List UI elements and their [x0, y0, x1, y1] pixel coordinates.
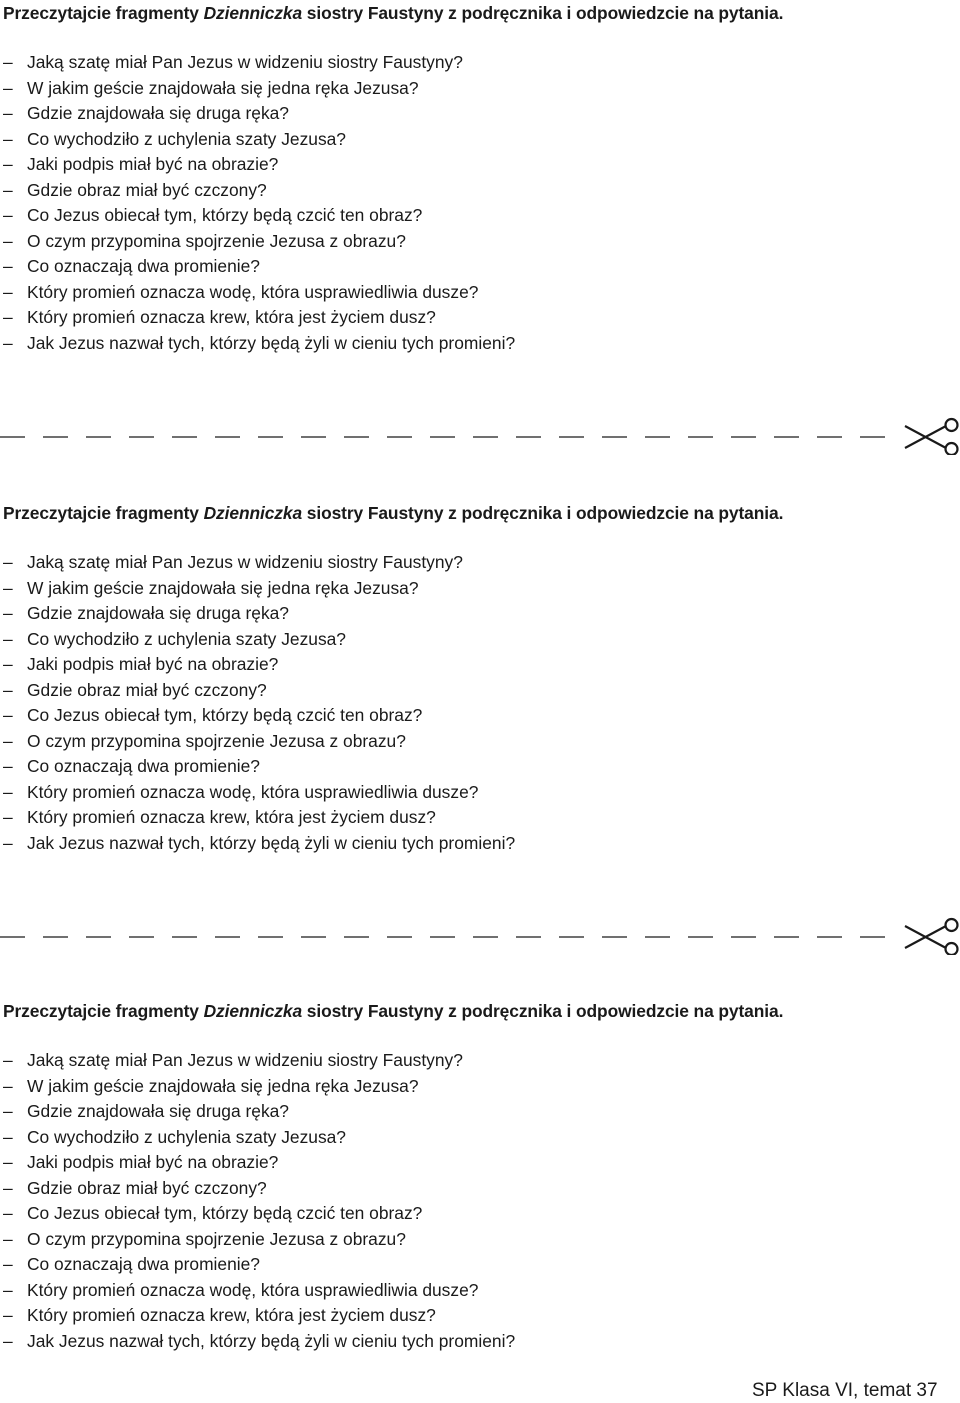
- dash-bullet: –: [3, 77, 13, 98]
- heading-text-end: siostry Faustyny z podręcznika i odpowiedzcie na pytania.: [302, 503, 784, 523]
- question-text: Który promień oznacza wodę, która usprawiedliwia dusze?: [27, 281, 479, 302]
- heading-text-start: Przeczytajcie fragmenty: [3, 503, 204, 523]
- question-text: O czym przypomina spojrzenie Jezusa z obrazu?: [27, 1228, 406, 1249]
- dash-bullet: –: [3, 1203, 13, 1223]
- question-text: Gdzie obraz miał być czczony?: [27, 1177, 267, 1198]
- heading-book-title: Dzienniczka: [203, 503, 303, 523]
- dash-bullet: –: [3, 281, 13, 302]
- question-text: Jaki podpis miał być na obrazie?: [27, 154, 279, 174]
- dash-bullet: –: [3, 552, 13, 572]
- question-text: Który promień oznacza wodę, która usprawiedliwia dusze?: [27, 1279, 479, 1300]
- section-heading: [3, 999, 783, 1023]
- heading-book-title: Dzienniczka: [203, 3, 303, 23]
- dash-bullet: –: [3, 705, 13, 725]
- question-text: Jaki podpis miał być na obrazie?: [27, 1152, 279, 1172]
- cut-line: [0, 915, 960, 955]
- question-text: Co oznaczają dwa promienie?: [27, 256, 260, 276]
- dash-bullet: –: [3, 103, 13, 123]
- dash-bullet: –: [3, 1305, 13, 1325]
- question-text: Co wychodziło z uchylenia szaty Jezusa?: [27, 128, 346, 149]
- question-text: Który promień oznacza krew, która jest życiem dusz?: [27, 807, 436, 827]
- question-text: Co oznaczają dwa promienie?: [27, 1254, 260, 1274]
- cut-line: [0, 415, 960, 455]
- dash-bullet: –: [3, 1152, 13, 1172]
- dash-bullet: –: [3, 807, 13, 827]
- dash-bullet: –: [3, 52, 13, 72]
- dash-bullet: –: [3, 154, 13, 174]
- dash-bullet: –: [3, 1101, 13, 1121]
- question-text: Jaką szatę miał Pan Jezus w widzeniu siostry Faustyny?: [27, 1050, 463, 1070]
- heading-text-end: siostry Faustyny z podręcznika i odpowiedzcie na pytania.: [302, 1001, 784, 1021]
- dash-bullet: –: [3, 307, 13, 327]
- question-text: Który promień oznacza krew, która jest życiem dusz?: [27, 1305, 436, 1325]
- dash-bullet: –: [3, 1254, 13, 1274]
- dash-bullet: –: [3, 577, 13, 598]
- dash-bullet: –: [3, 179, 13, 200]
- question-text: Gdzie znajdowała się druga ręka?: [27, 603, 289, 623]
- question-text: Gdzie obraz miał być czczony?: [27, 179, 267, 200]
- section-heading: [3, 501, 783, 525]
- section-heading: [3, 1, 783, 25]
- question-text: Co wychodziło z uchylenia szaty Jezusa?: [27, 1126, 346, 1147]
- question-text: Jak Jezus nazwał tych, którzy będą żyli w cieniu tych promieni?: [27, 332, 516, 353]
- dash-bullet: –: [3, 1177, 13, 1198]
- heading-text-end: siostry Faustyny z podręcznika i odpowiedzcie na pytania.: [302, 3, 784, 23]
- dash-bullet: –: [3, 205, 13, 225]
- question-text: Jak Jezus nazwał tych, którzy będą żyli w cieniu tych promieni?: [27, 1330, 516, 1351]
- dash-bullet: –: [3, 756, 13, 776]
- dash-bullet: –: [3, 654, 13, 674]
- question-text: Gdzie obraz miał być czczony?: [27, 679, 267, 700]
- question-text: Jaki podpis miał być na obrazie?: [27, 654, 279, 674]
- dash-bullet: –: [3, 256, 13, 276]
- dash-bullet: –: [3, 781, 13, 802]
- heading-text-start: Przeczytajcie fragmenty: [3, 1001, 204, 1021]
- scissors-icon: [905, 419, 958, 455]
- page-footer: SP Klasa VI, temat 37: [752, 1380, 938, 1401]
- dash-bullet: –: [3, 832, 13, 853]
- question-text: Gdzie znajdowała się druga ręka?: [27, 1101, 289, 1121]
- dash-bullet: –: [3, 730, 13, 751]
- question-text: W jakim geście znajdowała się jedna ręka Jezusa?: [27, 577, 419, 598]
- dash-bullet: –: [3, 679, 13, 700]
- question-text: Gdzie znajdowała się druga ręka?: [27, 103, 289, 123]
- heading-text-start: Przeczytajcie fragmenty: [3, 3, 204, 23]
- dash-bullet: –: [3, 128, 13, 149]
- dash-bullet: –: [3, 1228, 13, 1249]
- dash-bullet: –: [3, 1126, 13, 1147]
- question-text: Który promień oznacza krew, która jest życiem dusz?: [27, 307, 436, 327]
- question-text: Co Jezus obiecał tym, którzy będą czcić ten obraz?: [27, 205, 423, 225]
- question-text: Co Jezus obiecał tym, którzy będą czcić ten obraz?: [27, 1203, 423, 1223]
- scissors-icon: [905, 919, 958, 955]
- question-text: Jak Jezus nazwał tych, którzy będą żyli w cieniu tych promieni?: [27, 832, 516, 853]
- question-text: Jaką szatę miał Pan Jezus w widzeniu siostry Faustyny?: [27, 552, 463, 572]
- dash-bullet: –: [3, 1075, 13, 1096]
- dash-bullet: –: [3, 628, 13, 649]
- dash-bullet: –: [3, 1330, 13, 1351]
- question-text: O czym przypomina spojrzenie Jezusa z obrazu?: [27, 230, 406, 251]
- dash-bullet: –: [3, 1050, 13, 1070]
- question-text: Co wychodziło z uchylenia szaty Jezusa?: [27, 628, 346, 649]
- heading-book-title: Dzienniczka: [203, 1001, 303, 1021]
- dash-bullet: –: [3, 603, 13, 623]
- question-text: Który promień oznacza wodę, która usprawiedliwia dusze?: [27, 781, 479, 802]
- dash-bullet: –: [3, 332, 13, 353]
- question-text: Jaką szatę miał Pan Jezus w widzeniu siostry Faustyny?: [27, 52, 463, 72]
- question-text: W jakim geście znajdowała się jedna ręka Jezusa?: [27, 77, 419, 98]
- question-text: Co Jezus obiecał tym, którzy będą czcić ten obraz?: [27, 705, 423, 725]
- question-text: O czym przypomina spojrzenie Jezusa z obrazu?: [27, 730, 406, 751]
- question-text: W jakim geście znajdowała się jedna ręka Jezusa?: [27, 1075, 419, 1096]
- question-text: Co oznaczają dwa promienie?: [27, 756, 260, 776]
- dash-bullet: –: [3, 230, 13, 251]
- dash-bullet: –: [3, 1279, 13, 1300]
